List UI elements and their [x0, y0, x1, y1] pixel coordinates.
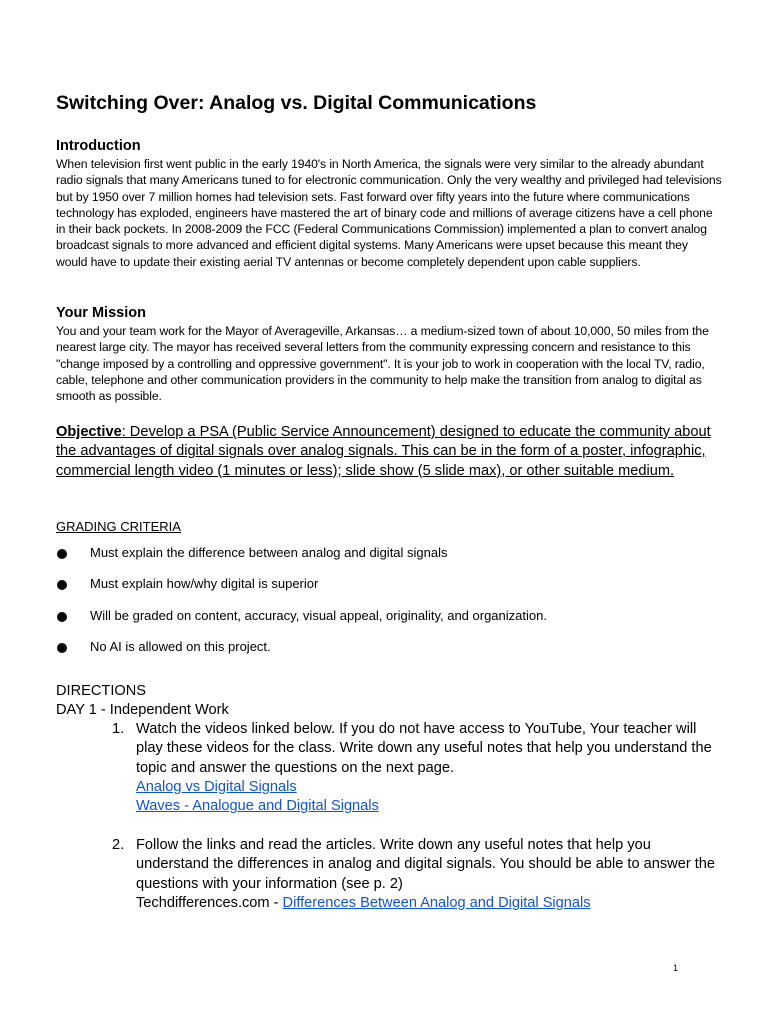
objective-text: : Develop a PSA (Public Service Announcement) designed to educate the community about the advantages of digital signals over analog signals. This can be in the form of a poster, infographic, commercial length video (1 minutes or less); slide show (5 slide max), or other suitable medium. — [56, 424, 711, 479]
introduction-heading: Introduction — [56, 138, 141, 154]
directions-block — [56, 682, 229, 721]
list-item — [56, 606, 547, 637]
introduction-text: When television first went public in the early 1940's in North America, the signals were very similar to the already abundant radio signals that many Americans tuned to for electronic communication. Only the very wealthy and privileged had televisions but by 1950 over 7 million homes had television sets. Fast forward over fifty years into the future where communications technology has exploded, engineers have mastered the art of binary code and millions of average citizens have a cell phone in their back pockets. In 2008-2009 the FCC (Federal Communications Commission) implemented a plan to convert analog broadcast signals to more advanced and efficient digital systems. Many Americans were upset because this meant they would have to update their existing aerial TV antennas or become completely dependent upon cable suppliers. — [56, 157, 722, 269]
grading-criteria-heading: GRADING CRITERIA — [56, 519, 181, 534]
list-item — [56, 574, 547, 605]
mission-heading: Your Mission — [56, 305, 146, 321]
criterion-text: Must explain how/why digital is superior — [90, 576, 319, 592]
bullet-icon — [57, 549, 67, 559]
directions-steps — [112, 720, 722, 913]
objective-label: Objective — [56, 424, 122, 440]
objective-paragraph — [56, 423, 722, 481]
criterion-text: Will be graded on content, accuracy, visual appeal, originality, and organization. — [90, 607, 547, 623]
day-heading: DAY 1 - Independent Work — [56, 702, 229, 719]
mission-text: You and your team work for the Mayor of Averageville, Arkansas… a medium-sized town of about 10,000, 50 miles from the nearest large city. The mayor has received several letters from the community expressing concern and resistance to this "change imposed by a controlling and oppressive government". It is your job to work in cooperation with the local TV, radio, cable, telephone and other communication providers in the community to help make the transition from analog to digital as smooth as possible. — [56, 324, 709, 404]
directions-heading: DIRECTIONS — [56, 683, 146, 699]
analog-vs-digital-signals-link[interactable]: Analog vs Digital Signals — [136, 778, 297, 795]
grading-criteria-list — [56, 543, 547, 669]
step-number: 1. — [112, 721, 125, 737]
source-label: Techdifferences.com - — [136, 894, 283, 911]
step-number: 2. — [112, 836, 125, 853]
bullet-icon — [57, 612, 67, 622]
step-item — [112, 836, 722, 913]
waves-analogue-digital-link[interactable]: Waves - Analogue and Digital Signals — [136, 798, 379, 815]
page-title: Switching Over: Analog vs. Digital Communications — [56, 92, 537, 114]
list-item — [56, 543, 547, 574]
step-text: Watch the videos linked below. If you do not have access to YouTube, Your teacher will play these videos for the class. Write down any useful notes that help you understand the topic and answer the questions on the next page. — [136, 721, 712, 776]
list-item — [56, 637, 547, 668]
step-text: Follow the links and read the articles. Write down any useful notes that help you understand the differences in analog and digital signals. You should be able to answer the questions with your information (see p. 2) — [136, 836, 716, 892]
differences-analog-digital-link[interactable]: Differences Between Analog and Digital Signals — [282, 894, 591, 911]
criterion-text: No AI is allowed on this project. — [90, 639, 271, 655]
criterion-text: Must explain the difference between analog and digital signals — [90, 545, 448, 560]
page-number: 1 — [673, 963, 679, 973]
step-item — [112, 720, 722, 816]
bullet-icon — [57, 643, 67, 653]
bullet-icon — [57, 580, 67, 590]
